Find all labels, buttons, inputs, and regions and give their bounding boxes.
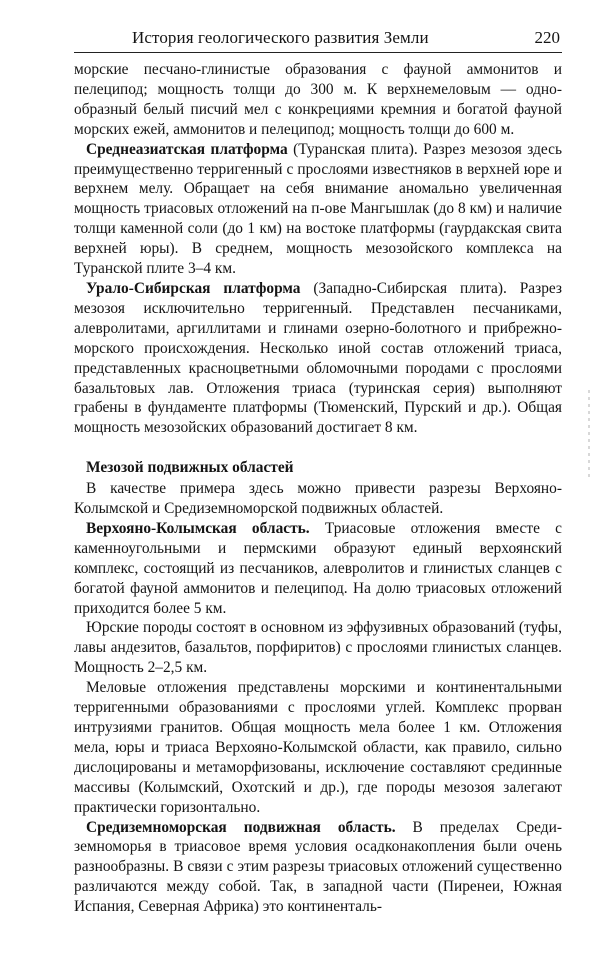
term-verkhoyansk-kolyma: Верхояно-Колымская область. <box>86 519 310 537</box>
paragraph-text: Юрские породы состоят в основном из эффузивных образований (туфы, лавы андезитов, базальтов, порфиритов) с прослоями глинистых сланцев. Мощность 2–2,5 км. <box>74 619 562 677</box>
paragraph-text: В качестве примера здесь можно привести разрезы Верхояно-Колымской и Средиземноморской подвижных областей. <box>74 480 562 518</box>
paragraph-examples-intro <box>74 479 562 519</box>
paragraph-central-asian-platform <box>74 140 562 279</box>
paragraph-text: (Западно-Сибирская плита). Разрез мезозоя исключительно терригенный. Представлен песчаниками, алевролитами, аргиллитами и глинами озерно-болотного и прибрежно-морского происхождения. Несколько иной состав отложений триаса, представленных красноцветными обломочными породами с прослоями базальтовых лав. Отложения триаса (туринская серия) выполняют грабены в фундаменте платформы (Тюменский, Пурский и др.). Общая мощность мезозойских образований достигает 8 км. <box>74 279 562 437</box>
section-heading-mobile-areas: Мезозой подвижных областей <box>86 459 294 477</box>
scan-edge-mark <box>588 390 590 480</box>
paragraph-text: Меловые отложения представлены морскими и континентальными терригенными образованиями с прослоями углей. Комплекс прорван интрузиями гранитов. Общая мощность мела более 1 км. Отложения мела, юры и триаса Верхояно-Колымской области, как правило, сильно дислоцированы и метаморфизованы, исключение составляют срединные массивы (Колымский, Охотский и др.), где породы мезозоя залегают практически горизонтально. <box>74 679 562 816</box>
paragraph-cretaceous-deposits <box>74 678 562 817</box>
paragraph-text: Триасовые отложения вместе с каменноугольными и пермскими образуют единый верхоянский комплекс, состоящий из песчаников, алевролитов и глинистых сланцев с богатой фауной аммонитов и пелеципод. На долю триасовых отложений приходится более 5 км. <box>74 519 562 617</box>
paragraph-chalk-deposits <box>74 60 562 140</box>
running-title: История геологического развития Земли <box>132 28 429 47</box>
term-mediterranean: Средиземноморская подвижная область. <box>86 818 396 836</box>
paragraph-ural-siberian-platform <box>74 279 562 438</box>
paragraph-verkhoyansk-kolyma <box>74 519 562 619</box>
page-number: 220 <box>534 28 560 47</box>
paragraph-text: В пределах Средиземноморья в триасовое время условия осадконакопления были очень разнообразны. В связи с этим разрезы триасовых отложений существенно различаются между собой. Так, в западной части (Пиренеи, Южная Испания, Северная Африка) это континенталь- <box>74 818 562 916</box>
paragraph-text: морские песчано-глинистые образования с фауной аммонитов и пелеципод; мощность толщи до 300 м. К верхнемеловым — однообразный белый писчий мел с конкрециями кремния и богатой фауной морских ежей, аммонитов и пелеципод; мощность толщи до 600 м. <box>74 61 562 138</box>
term-central-asian-platform: Среднеазиатская платформа <box>86 140 288 158</box>
paragraph-jurassic-rocks <box>74 618 562 678</box>
book-page <box>74 26 562 917</box>
body-text <box>74 60 562 917</box>
running-header <box>74 26 562 53</box>
paragraph-mediterranean <box>74 818 562 918</box>
paragraph-text: (Туранская плита). Разрез мезозоя здесь преимущественно терригенный с прослоями известняков в верхней юре и верхнем мелу. Обращает на себя внимание аномально увеличенная мощность триасовых отложений на п-ове Мангышлак (до 8 км) и наличие толщи каменной соли (до 1 км) на востоке платформы (гаурдакская свита верхней юры). В среднем, мощность мезозойского комплекса на Туранской плите 3–4 км. <box>74 140 562 278</box>
term-ural-siberian-platform: Урало-Сибирская платформа <box>86 279 301 297</box>
